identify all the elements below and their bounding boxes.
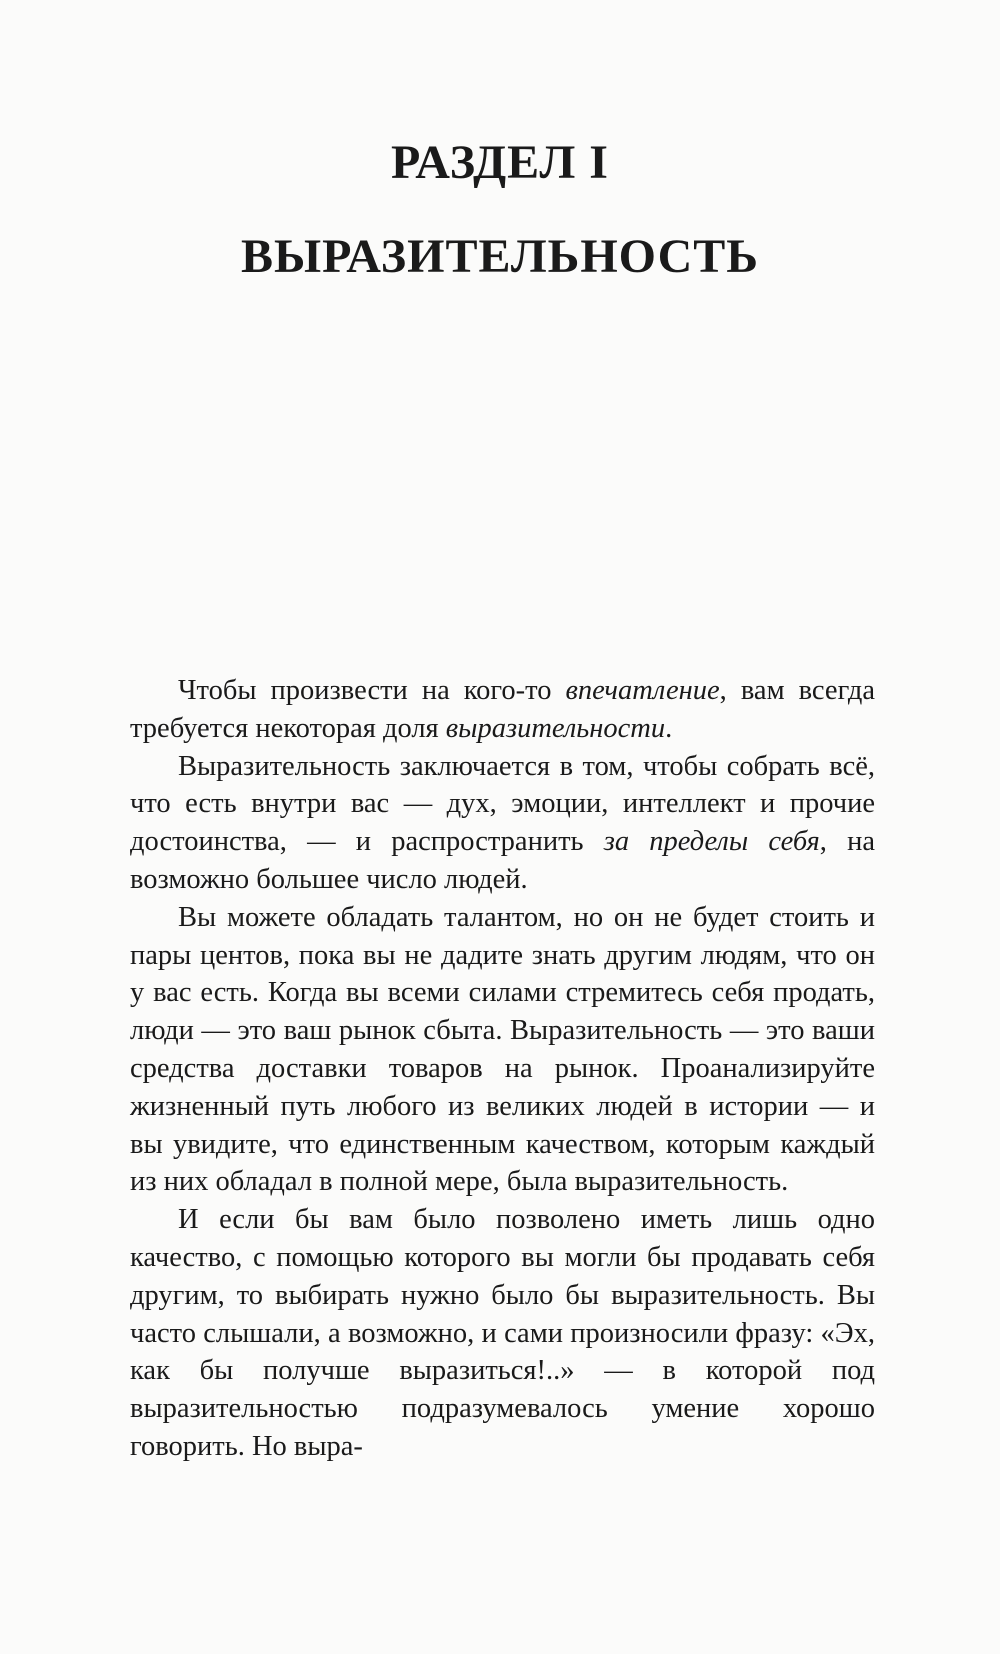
emphasis-text: за пределы себя [603, 826, 820, 858]
paragraph-1 [130, 672, 875, 748]
section-number: РАЗДЕЛ I [391, 136, 609, 189]
paragraph-text: Выразительность заключается в том, чтобы собрать всё, что есть внутри вас — дух, эмоции, интеллект и прочие достоинства, — и распространить [130, 750, 875, 858]
paragraph-2 [130, 748, 875, 899]
paragraph-text: , вам всегда требуется некоторая доля [130, 675, 875, 744]
emphasis-text: выразительности [445, 712, 666, 744]
paragraph-text: . [665, 712, 673, 744]
section-title: ВЫРАЗИТЕЛЬНОСТЬ [240, 230, 760, 283]
paragraph-3: Вы можете обладать талантом, но он не будет стоить и пары центов, пока вы не дадите знать другим людям, что он у вас есть. Когда вы всеми силами стремитесь себя продать, люди — это ваш рынок сбыта. Выразительность — это ваши средства доставки товаров на рынок. Проанализируйте жизненный путь любого из великих людей в истории — и вы увидите, что единственным качеством, которым каждый из них обладал в полной мере, была выразительность. [130, 901, 875, 1198]
paragraph-4: И если бы вам было позволено иметь лишь одно качество, с помощью которого вы могли бы продавать себя другим, то выбирать нужно было бы выразительность. Вы часто слышали, а возможно, и сами произносили фразу: «Эх, как бы получше выразиться!..» — в которой под выразительностью подразумевалось умение хорошо говорить. Но выра- [130, 1204, 875, 1462]
paragraph-text: Чтобы произвести на кого-то [178, 675, 566, 706]
paragraph-text: , на возможно большее число людей. [130, 826, 875, 895]
body-text [130, 672, 875, 1466]
emphasis-text: впечатление [565, 675, 720, 706]
